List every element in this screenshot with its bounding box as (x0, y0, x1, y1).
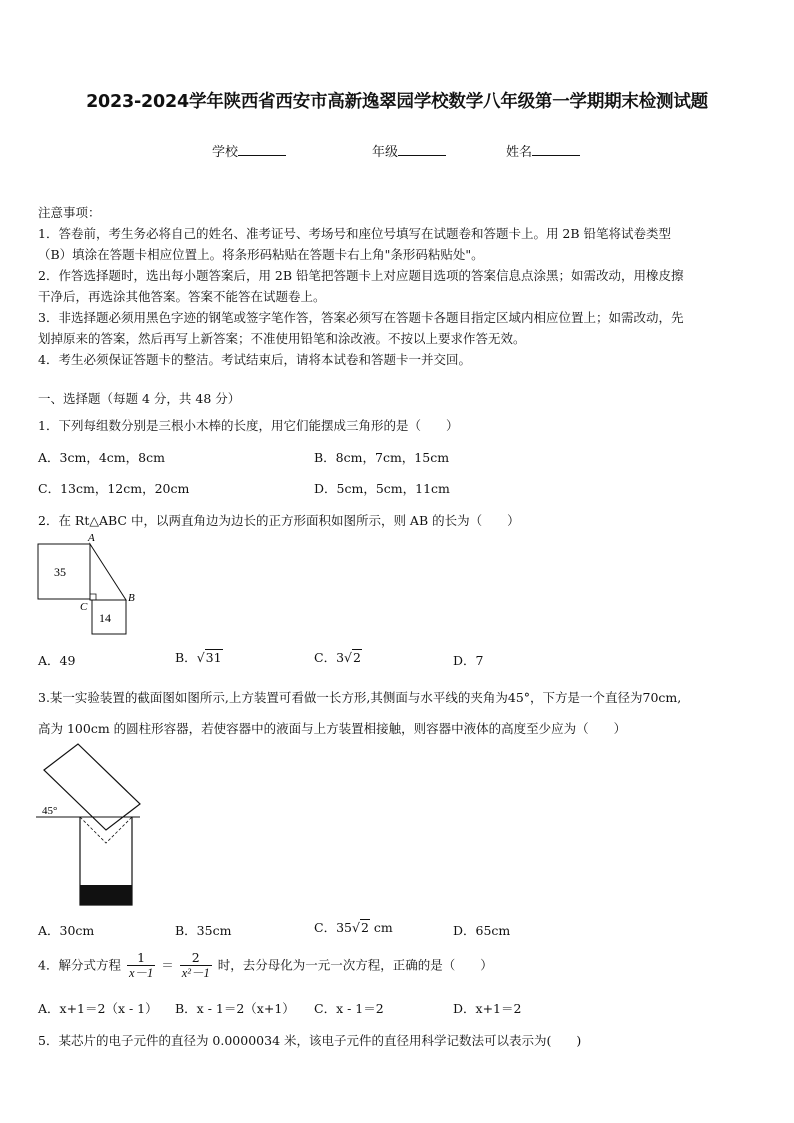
q4-option-d: D．x+1＝2 (453, 1001, 522, 1016)
name-label: 姓名 (506, 145, 533, 160)
q2-label-a: A (88, 532, 95, 544)
q3-option-c-radicand: 2 (360, 920, 369, 935)
q4-option-b: B．x - 1＝2（x+1） (175, 1001, 295, 1016)
school-blank (238, 143, 286, 156)
q3-option-c-prefix: C．35 (314, 920, 352, 935)
q2-right-angle (90, 594, 96, 600)
name-field (506, 141, 580, 160)
q1-stem: 1．下列每组数分别是三根小木棒的长度，用它们能摆成三角形的是（ ） (38, 418, 459, 433)
q4-stem (38, 950, 493, 981)
q3-angle-label: 45° (42, 805, 58, 817)
notice-line: 干净后，再选涂其他答案。答案不能答在试题卷上。 (38, 289, 326, 304)
q2-triangle (90, 544, 126, 600)
q4-fraction-1 (127, 950, 155, 981)
q1-option-c: C．13cm，12cm，20cm (38, 481, 190, 496)
q4-fraction-2 (180, 950, 212, 981)
notice-line: 2．作答选择题时，选出每小题答案后，用 2B 铅笔把答题卡上对应题目选项的答案信息点涂黑；如需改动，用橡皮擦 (38, 268, 684, 283)
q3-liquid (80, 885, 132, 905)
section-heading: 一、选择题（每题 4 分，共 48 分） (38, 391, 241, 406)
q2-option-b-prefix: B． (175, 650, 197, 665)
sqrt-symbol: √2 (344, 650, 361, 665)
q2-option-c-prefix: C．3 (314, 650, 345, 665)
q2-label-c: C (80, 601, 88, 613)
grade-label: 年级 (372, 145, 399, 160)
sqrt-symbol: √31 (196, 650, 222, 665)
q2-figure (36, 530, 146, 640)
notice-line: 4．考生必须保证答题卡的整洁。考试结束后，请将本试卷和答题卡一并交回。 (38, 352, 471, 367)
q3-option-a: A．30cm (38, 923, 95, 938)
q5-stem: 5．某芯片的电子元件的直径为 0.0000034 米，该电子元件的直径用科学记数法可以表示为( ) (38, 1033, 582, 1048)
q2-option-d: D．7 (453, 653, 484, 668)
q3-option-b: B．35cm (175, 923, 232, 938)
q3-option-c (314, 918, 393, 936)
name-blank (532, 143, 580, 156)
q3-stem-line2: 高为 100cm 的圆柱形容器，若使容器中的液面与上方装置相接触，则容器中液体的高度至少应为（ ） (38, 721, 627, 736)
q4-stem-suffix: 时，去分母化为一元一次方程，正确的是（ ） (217, 957, 493, 973)
q2-label-35: 35 (54, 565, 66, 579)
q1-option-a: A．3cm，4cm，8cm (38, 450, 165, 465)
q2-label-14: 14 (99, 611, 111, 625)
q2-option-c-radicand: 2 (353, 650, 361, 665)
q4-equals: ＝ (161, 957, 174, 973)
notice-line: 划掉原来的答案，然后再写上新答案；不准使用铅笔和涂改液。不按以上要求作答无效。 (38, 331, 526, 346)
q4-stem-prefix: 4．解分式方程 (38, 957, 121, 973)
q2-label-b: B (128, 592, 135, 604)
q4-frac1-numerator: 1 (127, 950, 155, 966)
q3-option-d: D．65cm (453, 923, 511, 938)
q2-stem: 2．在 Rt△ABC 中，以两直角边为边长的正方形面积如图所示，则 AB 的长为（ ） (38, 513, 520, 528)
q2-option-b (175, 648, 223, 666)
q2-option-c (314, 648, 362, 666)
q4-option-a: A．x+1＝2（x - 1） (38, 1001, 158, 1016)
notice-line: 3．非选择题必须用黑色字迹的钢笔或签字笔作答，答案必须写在答题卡各题目指定区域内相应位置上；如需改动，先 (38, 310, 684, 325)
q1-option-d: D．5cm，5cm，11cm (314, 481, 450, 496)
notice-heading: 注意事项： (38, 205, 101, 220)
q4-frac1-denominator: x－1 (128, 966, 154, 980)
page-title: 2023-2024学年陕西省西安市高新逸翠园学校数学八年级第一学期期末检测试题 (86, 92, 708, 112)
q4-option-c: C．x - 1＝2 (314, 1001, 384, 1016)
sqrt-symbol: √2 (351, 920, 369, 935)
notice-line: （B）填涂在答题卡相应位置上。将条形码粘贴在答题卡右上角"条形码粘贴处"。 (38, 247, 484, 262)
q3-figure (36, 742, 146, 910)
q4-frac2-numerator: 2 (180, 950, 212, 966)
q3-option-c-suffix: cm (373, 920, 393, 935)
q4-frac2-denominator: x²－1 (181, 966, 210, 980)
notice-line: 1．答卷前，考生务必将自己的姓名、准考证号、考场号和座位号填写在试题卷和答题卡上。用 2B 铅笔将试卷类型 (38, 226, 672, 241)
grade-field (372, 141, 446, 160)
school-label: 学校 (212, 145, 239, 160)
school-field (212, 141, 286, 160)
q2-option-b-radicand: 31 (205, 650, 222, 665)
q2-option-a: A．49 (38, 653, 76, 668)
q3-stem-line1: 3.某一实验装置的截面图如图所示,上方装置可看做一长方形,其侧面与水平线的夹角为45°，下方是一个直径为70cm, (38, 690, 682, 705)
grade-blank (398, 143, 446, 156)
q1-option-b: B．8cm，7cm，15cm (314, 450, 450, 465)
